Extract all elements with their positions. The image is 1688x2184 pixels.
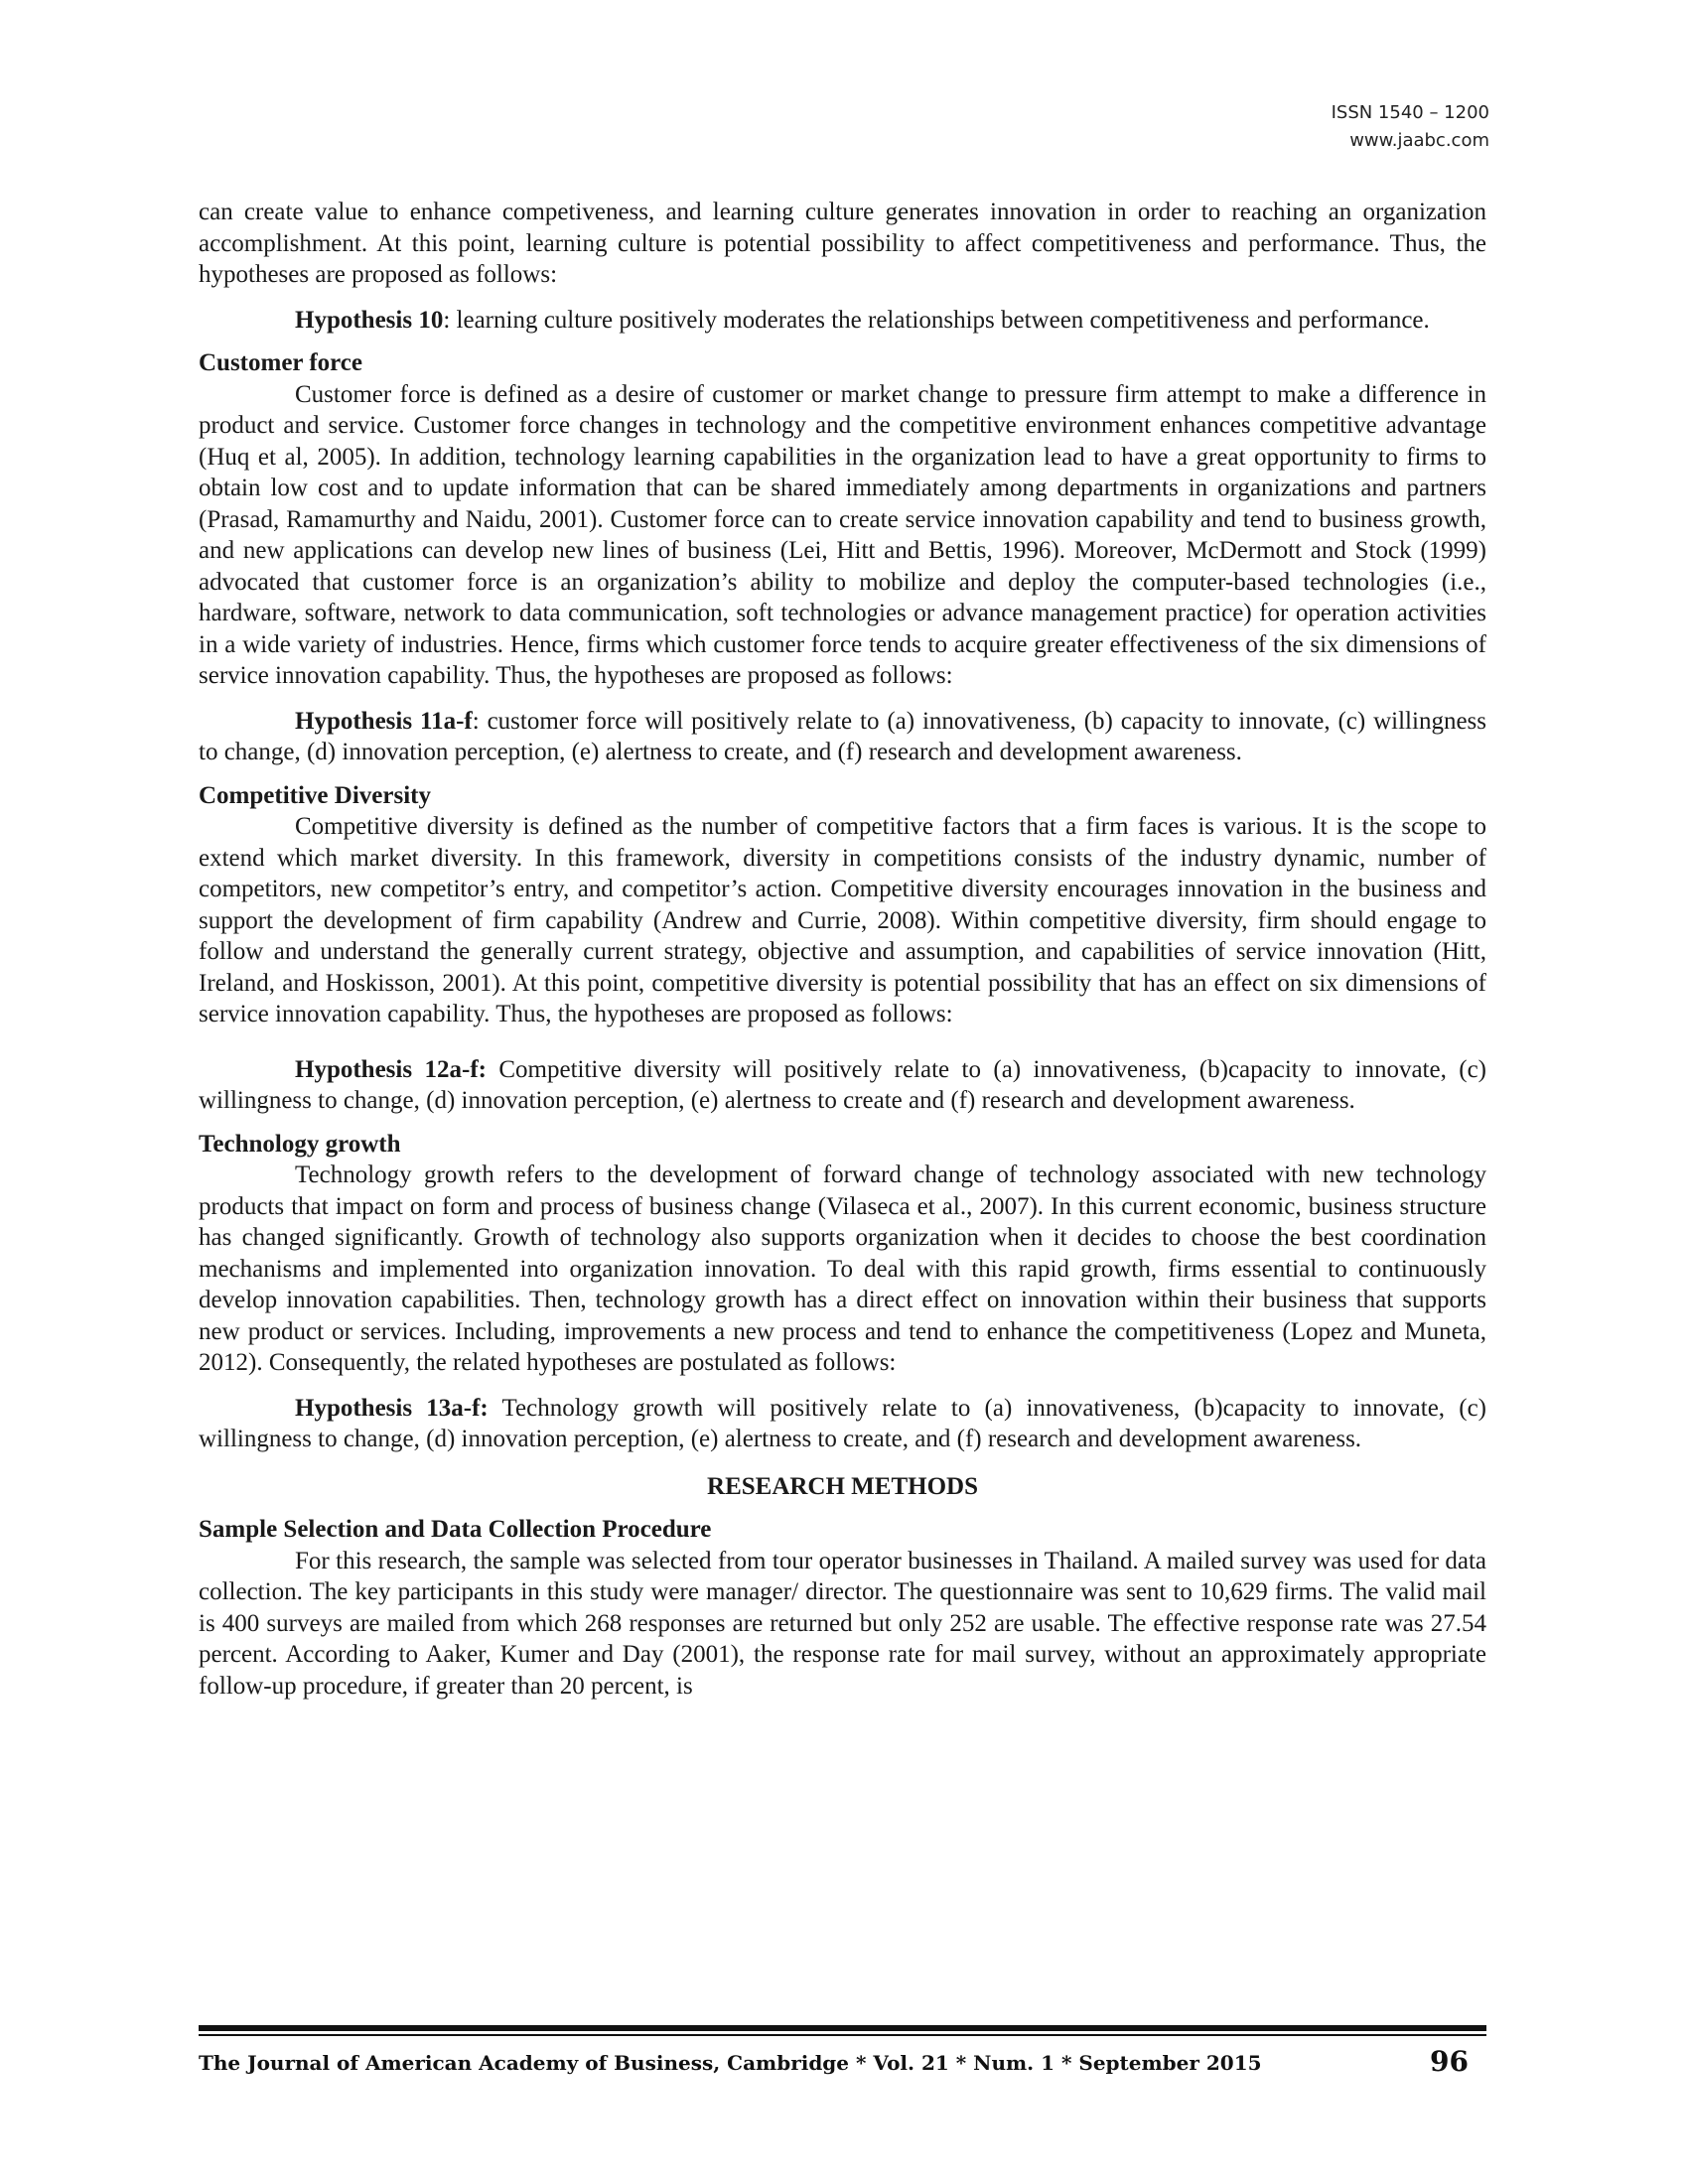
intro-paragraph: can create value to enhance competiveness, and learning culture generates innovation in order to reaching an organization accomplishment. At this point, learning culture is potential possibility to affect competitiveness and performance. Thus, the hypotheses are proposed as follows: [199, 199, 1486, 288]
hypothesis-12-label: Hypothesis 12a-f: [295, 1055, 487, 1083]
sample-selection-paragraph: For this research, the sample was selected from tour operator businesses in Thailand. A mailed survey was used for data collection. The key participants in this study were manager/ director. The questionnaire was sent to 10,629 firms. The valid mail is 400 surveys are mailed from which 268 responses are returned but only 252 are usable. The effective response rate was 27.54 percent. According to Aaker, Kumer and Day (2001), the response rate for mail survey, without an approximately appropriate follow-up procedure, if greater than 20 percent, is [199, 1547, 1486, 1700]
hypothesis-11-text: : customer force will positively relate to (a) innovativeness, (b) capacity to innovate, (c) willingness to change, (d) innovation perception, (e) alertness to create, and (f) research and development awareness. [199, 707, 1486, 765]
hypothesis-11-label: Hypothesis 11a-f [295, 707, 473, 735]
section-heading-technology-growth: Technology growth [199, 1130, 401, 1158]
hypothesis-13-label: Hypothesis 13a-f: [295, 1394, 489, 1422]
hypothesis-10 [199, 305, 1486, 337]
section-heading-customer-force: Customer force [199, 349, 362, 376]
page-header [1332, 99, 1489, 155]
footer-rule-thick [199, 2025, 1486, 2031]
hypothesis-10-text: : learning culture positively moderates the relationships between competitiveness and performance. [443, 306, 1430, 334]
hypothesis-11 [199, 706, 1486, 768]
section-heading-research-methods: RESEARCH METHODS [707, 1472, 978, 1500]
competitive-diversity-paragraph: Competitive diversity is defined as the number of competitive factors that a firm faces is various. It is the scope to extend which market diversity. In this framework, diversity in competitions consists of the industry dynamic, number of competitors, new competitor’s entry, and competitor’s action. Competitive diversity encourages innovation in the business and support the development of firm capability (Andrew and Currie, 2008). Within competitive diversity, firm should engage to follow and understand the generally current strategy, objective and assumption, and capabilities of service innovation (Hitt, Ireland, and Hoskisson, 2001). At this point, competitive diversity is potential possibility that has an effect on six dimensions of service innovation capability. Thus, the hypotheses are proposed as follows: [199, 813, 1486, 1027]
hypothesis-13 [199, 1393, 1486, 1455]
customer-force-paragraph: Customer force is defined as a desire of customer or market change to pressure firm attempt to make a difference in product and service. Customer force changes in technology and the competitive environment enhances competitive advantage (Huq et al, 2005). In addition, technology learning capabilities in the organization lead to have a great opportunity to firms to obtain low cost and to update information that can be shared immediately among departments in organizations and partners (Prasad, Ramamurthy and Naidu, 2001). Customer force can to create service innovation capability and tend to business growth, and new applications can develop new lines of business (Lei, Hitt and Bettis, 1996). Moreover, McDermott and Stock (1999) advocated that customer force is an organization’s ability to mobilize and deploy the computer-based technologies (i.e., hardware, software, network to data communication, soft technologies or advance management practice) for operation activities in a wide variety of industries. Hence, firms which customer force tends to acquire greater effectiveness of the six dimensions of service innovation capability. Thus, the hypotheses are proposed as follows: [199, 380, 1486, 689]
section-heading-competitive-diversity: Competitive Diversity [199, 781, 431, 809]
hypothesis-12 [199, 1054, 1486, 1117]
section-heading-sample-selection: Sample Selection and Data Collection Procedure [199, 1516, 712, 1543]
page-number: 96 [1430, 2045, 1469, 2078]
footer-rule-thin [199, 2034, 1486, 2036]
body-content [199, 197, 1486, 1702]
page-footer [199, 2045, 1486, 2085]
footer-journal-line: The Journal of American Academy of Business, Cambridge * Vol. 21 * Num. 1 * September 2015 [199, 2051, 1262, 2075]
hypothesis-10-label: Hypothesis 10 [295, 306, 444, 334]
hypothesis-13-text: Technology growth will positively relate to (a) innovativeness, (b)capacity to innovate, (c) willingness to change, (d) innovation perception, (e) alertness to create, and (f) research and development awareness. [199, 1394, 1486, 1452]
hypothesis-12-text: Competitive diversity will positively relate to (a) innovativeness, (b)capacity to innovate, (c) willingness to change, (d) innovation perception, (e) alertness to create and (f) research and development awareness. [199, 1055, 1486, 1114]
issn-label: ISSN 1540 – 1200 [1331, 102, 1489, 123]
website-label: www.jaabc.com [1349, 130, 1489, 151]
technology-growth-paragraph: Technology growth refers to the development of forward change of technology associated with new technology products that impact on form and process of business change (Vilaseca et al., 2007). In this current economic, business structure has changed significantly. Growth of technology also supports organization when it decides to choose the best coordination mechanisms and implemented into organization innovation. To deal with this rapid growth, firms essential to continuously develop innovation capabilities. Then, technology growth has a direct effect on innovation within their business that supports new product or services. Including, improvements a new process and tend to enhance the competitiveness (Lopez and Muneta, 2012). Consequently, the related hypotheses are postulated as follows: [199, 1161, 1486, 1376]
